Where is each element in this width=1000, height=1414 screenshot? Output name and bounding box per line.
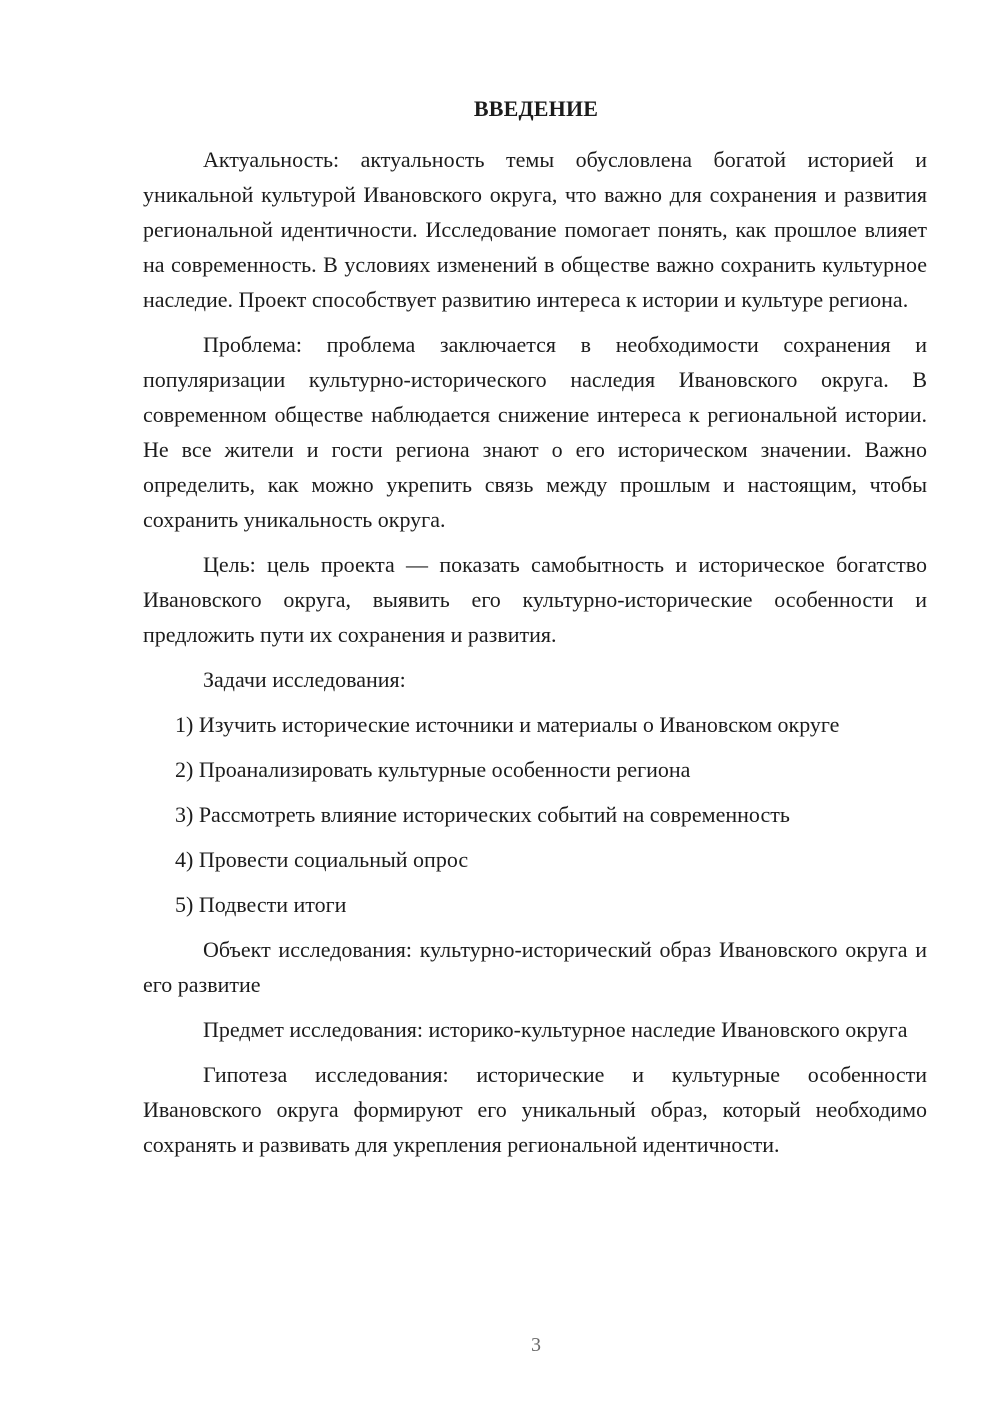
task-item: 2) Проанализировать культурные особенности региона bbox=[175, 757, 691, 782]
page-number: 3 bbox=[531, 1334, 541, 1356]
problem-paragraph: Проблема: проблема заключается в необходимости сохранения и популяризации культурно-исторического наследия Ивановского округа. В современном обществе наблюдается снижение интереса к региональной истории. Не все жители и гости региона знают о его историческом значении. Важно определить, как можно укрепить связь между прошлым и настоящим, чтобы сохранить уникальность округа. bbox=[143, 332, 927, 532]
tasks-title: Задачи исследования: bbox=[203, 667, 406, 692]
document-body bbox=[143, 142, 927, 1162]
hypothesis-paragraph: Гипотеза исследования: исторические и культурные особенности Ивановского округа формируют его уникальный образ, который необходимо сохранять и развивать для укрепления региональной идентичности. bbox=[143, 1062, 927, 1157]
task-item: 1) Изучить исторические источники и материалы о Ивановском округе bbox=[175, 712, 840, 737]
goal-paragraph: Цель: цель проекта — показать самобытность и историческое богатство Ивановского округа, выявить его культурно-исторические особенности и предложить пути их сохранения и развития. bbox=[143, 552, 927, 647]
object-paragraph: Объект исследования: культурно-исторический образ Ивановского округа и его развитие bbox=[143, 937, 927, 997]
subject-paragraph: Предмет исследования: историко-культурное наследие Ивановского округа bbox=[203, 1017, 908, 1042]
task-item: 5) Подвести итоги bbox=[175, 892, 347, 917]
relevance-paragraph: Актуальность: актуальность темы обусловлена богатой историей и уникальной культурой Ивановского округа, что важно для сохранения и развития региональной идентичности. Исследование помогает понять, как прошлое влияет на современность. В условиях изменений в обществе важно сохранить культурное наследие. Проект способствует развитию интереса к истории и культуре региона. bbox=[143, 147, 927, 312]
task-item: 4) Провести социальный опрос bbox=[175, 847, 469, 872]
page-heading: ВВЕДЕНИЕ bbox=[473, 96, 599, 121]
task-item: 3) Рассмотреть влияние исторических событий на современность bbox=[175, 802, 790, 827]
